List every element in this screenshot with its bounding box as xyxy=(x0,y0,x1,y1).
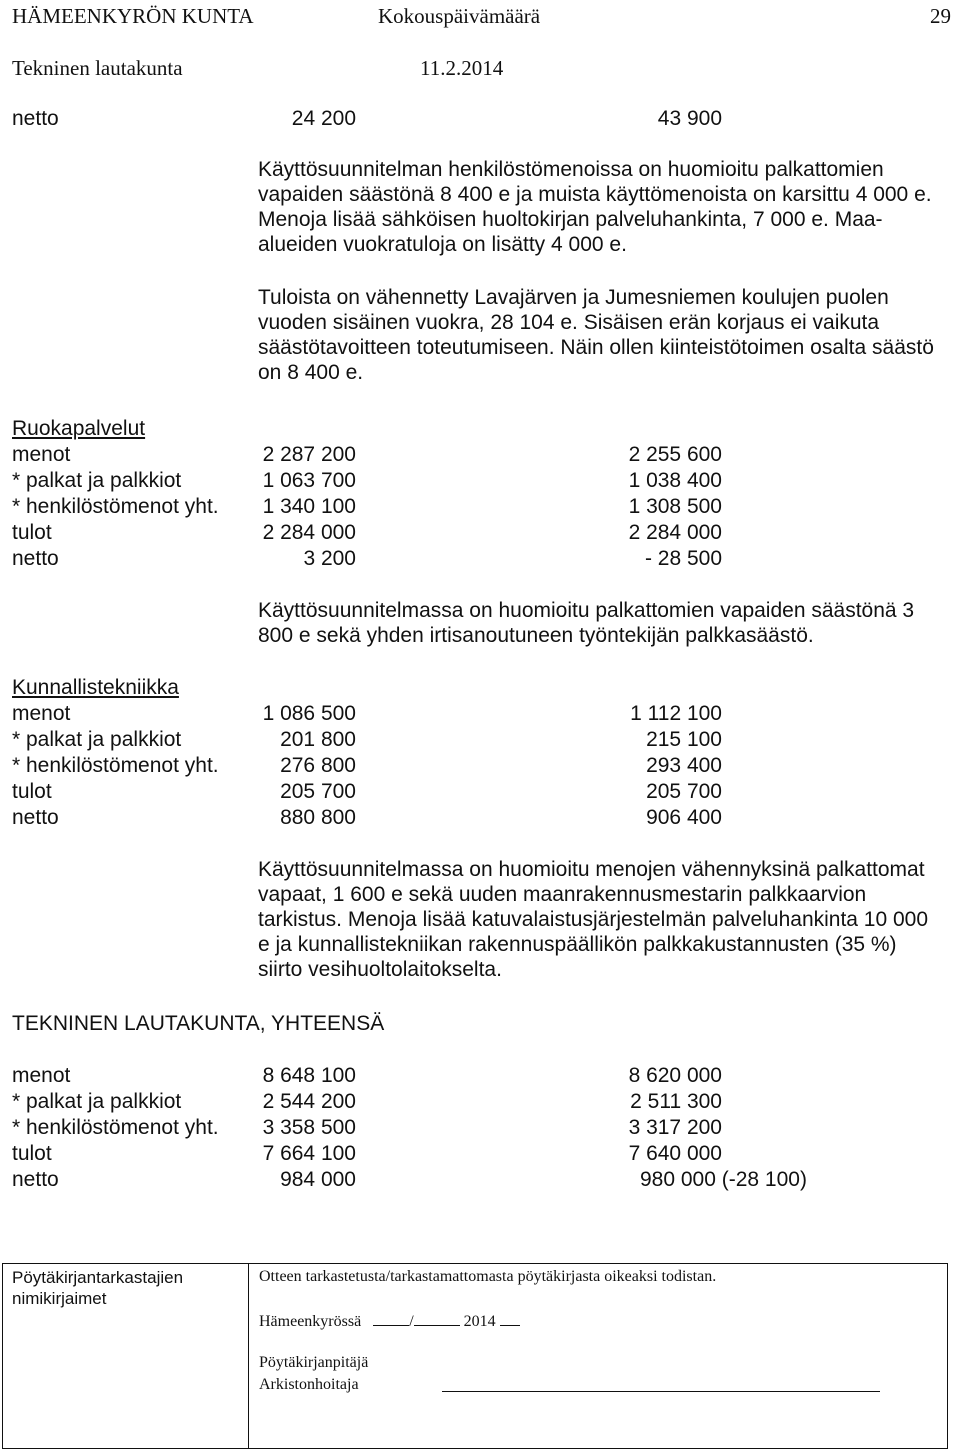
row-value-2: 1 112 100 xyxy=(630,702,722,725)
municipality-name: HÄMEENKYRÖN KUNTA xyxy=(12,4,254,28)
row-value-2: 2 284 000 xyxy=(628,521,722,544)
section-title: TEKNINEN LAUTAKUNTA, YHTEENSÄ xyxy=(12,1012,385,1035)
row-label: * palkat ja palkkiot xyxy=(12,728,182,751)
row-value-2: 43 900 xyxy=(657,107,722,130)
row-value-1: 8 648 100 xyxy=(262,1064,356,1087)
row-value-1: 276 800 xyxy=(280,754,356,777)
row-value-1: 984 000 xyxy=(280,1168,356,1191)
row-value-2: 8 620 000 xyxy=(628,1064,722,1087)
row-value-1: 1 063 700 xyxy=(262,469,356,492)
reviewers-label: Pöytäkirjantarkastajien xyxy=(12,1268,184,1287)
explanation-paragraph: Käyttösuunnitelman henkilöstömenoissa on huomioitu palkattomien vapaiden säästönä 8 400 e ja muista käyttömenoista on karsittu 4 000 e. Menoja lisää sähköisen huoltokirjan palveluhankinta, 7 000 e. Maa-alueiden vuokratuloja on lisätty 4 000 e. xyxy=(258,158,932,256)
year: 2014 xyxy=(463,1313,496,1330)
row-value-2: 7 640 000 xyxy=(628,1142,722,1165)
explanation-paragraph: Käyttösuunnitelmassa on huomioitu menojen vähennyksinä palkattomat vapaat, 1 600 e sekä uuden maanrakennusmestarin palkkaarvion tarkistus. Menoja lisää katuvalaistusjärjestelmän palveluhankinta 10 000 e ja kunnallistekniikan rakennuspäällikön palkkakustannusten (35 %) siirto vesihuoltolaitokselta. xyxy=(258,858,929,981)
initials-label: nimikirjaimet xyxy=(12,1289,107,1308)
meeting-date-label: Kokouspäivämäärä xyxy=(378,4,541,28)
row-value-2: 3 317 200 xyxy=(628,1116,722,1139)
row-label: netto xyxy=(12,547,59,570)
row-label: menot xyxy=(12,443,71,466)
row-label: netto xyxy=(12,1168,59,1191)
month-blank[interactable] xyxy=(414,1311,460,1326)
row-value-2: 205 700 xyxy=(646,780,722,803)
row-value-2: 2 255 600 xyxy=(628,443,722,466)
board-name: Tekninen lautakunta xyxy=(12,56,183,80)
row-value-1: 3 200 xyxy=(303,547,356,570)
row-value-1: 1 340 100 xyxy=(262,495,356,518)
row-value-1: 3 358 500 xyxy=(262,1116,356,1139)
row-value-2-note: 980 000 (-28 100) xyxy=(640,1168,807,1191)
date-separator: / xyxy=(409,1313,414,1330)
row-value-1: 1 086 500 xyxy=(262,702,356,725)
signature-line[interactable] xyxy=(442,1391,880,1392)
row-value-2: 1 038 400 xyxy=(628,469,722,492)
signing-place-date xyxy=(259,1311,520,1330)
explanation-paragraph: Käyttösuunnitelmassa on huomioitu palkattomien vapaiden säästönä 3 800 e sekä yhden irtisanoutuneen työntekijän palkkasäästö. xyxy=(258,599,915,647)
row-value-1: 201 800 xyxy=(280,728,356,751)
row-value-1: 2 284 000 xyxy=(262,521,356,544)
row-value-2: - 28 500 xyxy=(644,547,722,570)
place-name: Hämeenkyrössä xyxy=(259,1313,362,1330)
row-label: * henkilöstömenot yht. xyxy=(12,754,219,777)
row-value-2: 293 400 xyxy=(646,754,722,777)
row-label: tulot xyxy=(12,521,52,544)
row-label: * palkat ja palkkiot xyxy=(12,469,182,492)
footer-divider xyxy=(248,1263,249,1448)
row-value-1: 24 200 xyxy=(291,107,356,130)
row-label: netto xyxy=(12,806,59,829)
section-title: Ruokapalvelut xyxy=(12,417,146,440)
row-value-1: 2 287 200 xyxy=(262,443,356,466)
row-value-1: 2 544 200 xyxy=(262,1090,356,1113)
row-label: * henkilöstömenot yht. xyxy=(12,1116,219,1139)
row-label: menot xyxy=(12,702,71,725)
section-title: Kunnallistekniikka xyxy=(12,676,179,699)
keeper-role: Arkistonhoitaja xyxy=(259,1376,359,1393)
certification-text: Otteen tarkastetusta/tarkastamattomasta pöytäkirjasta oikeaksi todistan. xyxy=(259,1268,717,1285)
row-value-2: 215 100 xyxy=(646,728,722,751)
row-label: netto xyxy=(12,107,59,130)
row-value-1: 880 800 xyxy=(280,806,356,829)
row-value-2: 906 400 xyxy=(646,806,722,829)
meeting-date: 11.2.2014 xyxy=(420,56,504,80)
day-blank[interactable] xyxy=(373,1311,409,1326)
explanation-paragraph: Tuloista on vähennetty Lavajärven ja Jumesniemen koulujen puolen vuoden sisäinen vuokra, 28 104 e. Sisäisen erän korjaus ei vaikuta säästötavoitteen toteutumiseen. Näin ollen kiinteistötoimen osalta säästö on 8 400 e. xyxy=(258,286,934,384)
row-label: menot xyxy=(12,1064,71,1087)
year-blank[interactable] xyxy=(500,1311,520,1326)
row-value-2: 1 308 500 xyxy=(628,495,722,518)
row-value-1: 205 700 xyxy=(280,780,356,803)
row-label: tulot xyxy=(12,780,52,803)
row-value-2: 2 511 300 xyxy=(630,1090,722,1113)
row-label: * palkat ja palkkiot xyxy=(12,1090,182,1113)
row-label: tulot xyxy=(12,1142,52,1165)
row-label: * henkilöstömenot yht. xyxy=(12,495,219,518)
keeper-title: Pöytäkirjanpitäjä xyxy=(259,1354,369,1371)
row-value-1: 7 664 100 xyxy=(262,1142,356,1165)
page-number: 29 xyxy=(930,4,951,28)
signature-footer xyxy=(2,1263,948,1449)
